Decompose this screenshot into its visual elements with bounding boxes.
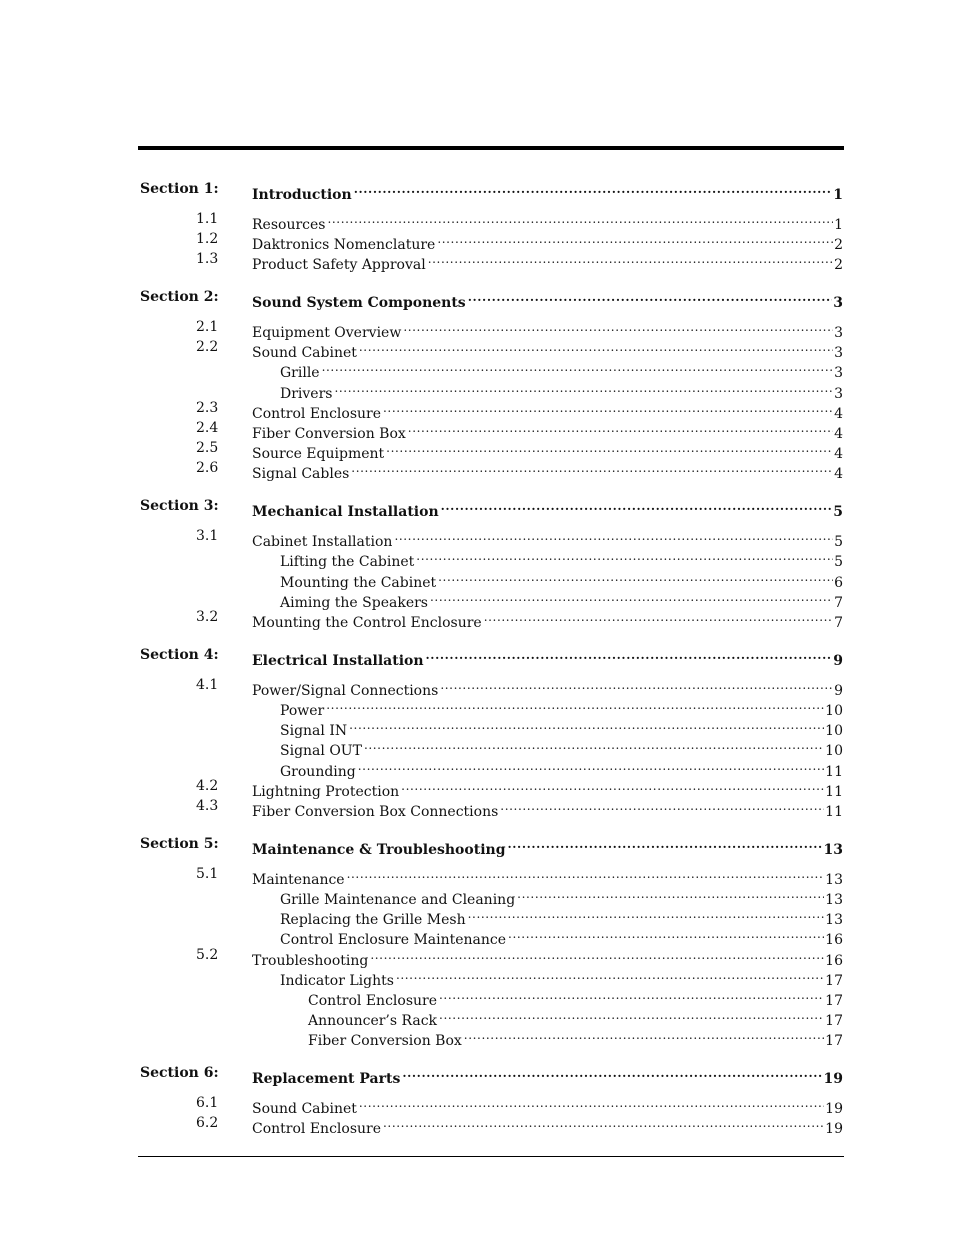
page-number: 17 <box>825 972 843 989</box>
dot-leader <box>358 756 824 776</box>
dot-leader <box>517 884 824 904</box>
toc-section <box>140 287 843 483</box>
entry-number: 3.1 <box>196 528 219 545</box>
toc-entry[interactable] <box>140 985 843 1009</box>
entry-title: Grille <box>280 365 320 382</box>
page-number: 13 <box>825 891 843 908</box>
entry-title: Lifting the Cabinet <box>280 554 415 571</box>
page-number: 4 <box>834 466 843 483</box>
page-number: 11 <box>825 783 843 800</box>
section-title: Electrical Installation <box>252 653 424 670</box>
toc-entry[interactable] <box>140 1113 843 1138</box>
entry-title: Power/Signal Connections <box>252 682 439 699</box>
dot-leader <box>402 1063 822 1083</box>
dot-leader <box>438 567 833 587</box>
toc-entry[interactable] <box>140 756 843 780</box>
toc-entry[interactable] <box>140 965 843 989</box>
section-label: Section 4: <box>140 647 219 664</box>
toc-section-heading[interactable] <box>140 645 843 670</box>
dot-leader <box>364 735 824 755</box>
dot-leader <box>347 864 825 884</box>
toc-entry[interactable] <box>140 695 843 719</box>
dot-leader <box>408 418 833 438</box>
entry-title: Indicator Lights <box>280 972 394 989</box>
toc-section-heading[interactable] <box>140 834 843 859</box>
page-number: 17 <box>825 992 843 1009</box>
toc-entry[interactable] <box>140 458 843 483</box>
toc-entry[interactable] <box>140 735 843 760</box>
dot-leader <box>396 965 824 985</box>
dot-leader <box>440 675 833 695</box>
dot-leader <box>439 985 824 1005</box>
toc-entry[interactable] <box>140 209 843 233</box>
bottom-rule <box>138 1156 844 1157</box>
entry-number: 3.2 <box>196 608 219 625</box>
entry-number: 5.2 <box>196 946 219 963</box>
toc-section-heading[interactable] <box>140 287 843 312</box>
dot-leader <box>468 904 825 924</box>
page-number: 2 <box>834 257 843 274</box>
page-number: 4 <box>834 405 843 422</box>
dot-leader <box>484 607 833 627</box>
entry-title: Signal Cables <box>252 466 350 483</box>
entry-title: Aiming the Speakers <box>280 594 428 611</box>
toc-entry[interactable] <box>140 418 843 442</box>
entry-title: Fiber Conversion Box Connections <box>252 803 499 820</box>
entry-number: 2.3 <box>196 399 219 416</box>
entry-number: 4.2 <box>196 777 219 794</box>
toc-entry[interactable] <box>140 249 843 274</box>
toc-entry[interactable] <box>140 357 843 382</box>
entry-title: Replacing the Grille Mesh <box>280 912 466 929</box>
dot-leader <box>359 1093 824 1113</box>
toc-entry[interactable] <box>140 607 843 631</box>
entry-title: Power <box>280 702 325 719</box>
entry-title: Mounting the Control Enclosure <box>252 614 482 631</box>
toc-entry[interactable] <box>140 715 843 740</box>
entry-title: Lightning Protection <box>252 783 400 800</box>
section-label: Section 6: <box>140 1065 219 1082</box>
entry-title: Grille Maintenance and Cleaning <box>280 891 516 908</box>
page-number: 3 <box>834 324 843 341</box>
dot-leader <box>507 834 822 854</box>
dot-leader <box>508 924 824 944</box>
top-rule <box>138 146 844 150</box>
toc-entry[interactable] <box>140 904 843 929</box>
entry-title: Signal IN <box>280 723 348 740</box>
dot-leader <box>439 1005 824 1025</box>
entry-title: Grounding <box>280 763 356 780</box>
toc-entry[interactable] <box>140 796 843 820</box>
dot-leader <box>386 438 833 458</box>
page-number: 9 <box>833 653 843 670</box>
toc-entry[interactable] <box>140 587 843 611</box>
entry-number: 6.1 <box>196 1095 219 1112</box>
entry-title: Control Enclosure Maintenance <box>280 932 507 949</box>
section-label: Section 1: <box>140 181 219 197</box>
entry-number: 5.1 <box>196 865 219 882</box>
entry-number: 1.3 <box>196 251 219 268</box>
page-number: 10 <box>825 743 843 760</box>
dot-leader <box>426 645 833 665</box>
page-number: 7 <box>834 614 843 631</box>
page-number: 19 <box>825 1121 843 1138</box>
dot-leader <box>326 695 824 715</box>
entry-title: Troubleshooting <box>252 952 369 969</box>
dot-leader <box>437 229 833 249</box>
dot-leader <box>322 357 833 377</box>
toc-entry[interactable] <box>140 924 843 949</box>
page-number: 4 <box>834 425 843 442</box>
entry-number: 4.1 <box>196 676 219 693</box>
section-label: Section 2: <box>140 289 219 306</box>
page-number: 7 <box>834 594 843 611</box>
entry-number: 4.3 <box>196 797 219 814</box>
table-of-contents <box>140 179 843 1152</box>
page-number: 17 <box>825 1033 843 1050</box>
dot-leader <box>441 496 833 516</box>
toc-entry[interactable] <box>140 945 843 969</box>
page-number: 3 <box>834 365 843 382</box>
section-label: Section 3: <box>140 498 219 515</box>
entry-title: Maintenance <box>252 871 345 888</box>
page-number: 6 <box>834 574 843 591</box>
dot-leader <box>468 287 833 307</box>
page-number: 5 <box>834 554 843 571</box>
toc-entry[interactable] <box>140 438 843 463</box>
page-number: 3 <box>834 385 843 402</box>
entry-number: 2.4 <box>196 419 219 436</box>
page-number: 5 <box>834 534 843 551</box>
toc-section <box>140 645 843 820</box>
toc-entry[interactable] <box>140 317 843 341</box>
dot-leader <box>430 587 833 607</box>
page-number: 3 <box>834 345 843 362</box>
entry-title: Control Enclosure <box>252 405 381 422</box>
entry-title: Fiber Conversion Box <box>252 425 406 442</box>
toc-entry[interactable] <box>140 1005 843 1030</box>
entry-title: Announcer’s Rack <box>308 1013 438 1030</box>
toc-section-heading[interactable] <box>140 179 843 203</box>
section-title: Mechanical Installation <box>252 504 439 521</box>
page-number: 19 <box>825 1101 843 1118</box>
dot-leader <box>403 317 833 337</box>
dot-leader <box>349 715 824 735</box>
dot-leader <box>370 945 824 965</box>
entry-number: 1.2 <box>196 230 219 247</box>
page-number: 2 <box>834 236 843 253</box>
page-number: 16 <box>825 932 843 949</box>
toc-entry[interactable] <box>140 776 843 800</box>
entry-title: Resources <box>252 216 326 233</box>
entry-title: Cabinet Installation <box>252 534 393 551</box>
dot-leader <box>500 796 824 816</box>
section-title: Introduction <box>252 187 352 203</box>
dot-leader <box>359 337 833 357</box>
page-number: 3 <box>833 295 843 312</box>
section-title: Sound System Components <box>252 295 466 312</box>
toc-section <box>140 179 843 274</box>
entry-title: Control Enclosure <box>252 1121 381 1138</box>
page-number: 10 <box>825 702 843 719</box>
dot-leader <box>394 526 833 546</box>
entry-number: 6.2 <box>196 1115 219 1132</box>
entry-title: Source Equipment <box>252 446 385 463</box>
dot-leader <box>383 1113 824 1133</box>
toc-entry[interactable] <box>140 546 843 571</box>
dot-leader <box>428 249 833 269</box>
toc-section-heading[interactable] <box>140 1063 843 1088</box>
page-number: 1 <box>834 216 843 233</box>
toc-section-heading[interactable] <box>140 496 843 521</box>
page-number: 4 <box>834 446 843 463</box>
entry-number: 2.6 <box>196 460 219 477</box>
page-number: 17 <box>825 1013 843 1030</box>
section-title: Replacement Parts <box>252 1071 401 1088</box>
toc-entry[interactable] <box>140 229 843 253</box>
entry-title: Equipment Overview <box>252 324 402 341</box>
toc-section <box>140 496 843 631</box>
section-title: Maintenance & Troubleshooting <box>252 842 506 859</box>
dot-leader <box>464 1025 824 1045</box>
toc-entry[interactable] <box>140 1025 843 1050</box>
entry-title: Sound Cabinet <box>252 1101 357 1118</box>
entry-title: Control Enclosure <box>308 992 437 1009</box>
toc-entry[interactable] <box>140 675 843 699</box>
toc-entry[interactable] <box>140 567 843 591</box>
toc-entry[interactable] <box>140 1093 843 1118</box>
entry-title: Drivers <box>280 385 333 402</box>
toc-entry[interactable] <box>140 378 843 402</box>
toc-entry[interactable] <box>140 337 843 362</box>
page-number: 1 <box>833 187 843 203</box>
page-number: 5 <box>833 504 843 521</box>
toc-section <box>140 834 843 1050</box>
toc-entry[interactable] <box>140 398 843 422</box>
dot-leader <box>401 776 824 796</box>
page-number: 13 <box>823 842 843 859</box>
dot-leader <box>351 458 833 478</box>
page-number: 16 <box>825 952 843 969</box>
toc-entry[interactable] <box>140 526 843 551</box>
page-number: 9 <box>834 682 843 699</box>
entry-number: 2.1 <box>196 318 219 335</box>
dot-leader <box>383 398 833 418</box>
entry-title: Fiber Conversion Box <box>308 1033 462 1050</box>
page-number: 13 <box>825 871 843 888</box>
entry-title: Daktronics Nomenclature <box>252 236 436 253</box>
entry-title: Mounting the Cabinet <box>280 574 437 591</box>
page-number: 10 <box>825 723 843 740</box>
dot-leader <box>354 179 833 199</box>
entry-title: Product Safety Approval <box>252 257 426 274</box>
page-number: 19 <box>823 1071 843 1088</box>
entry-number: 2.5 <box>196 440 219 457</box>
entry-title: Sound Cabinet <box>252 345 357 362</box>
entry-title: Signal OUT <box>280 743 362 760</box>
page-number: 11 <box>825 763 843 780</box>
dot-leader <box>416 546 833 566</box>
toc-entry[interactable] <box>140 884 843 908</box>
toc-entry[interactable] <box>140 864 843 888</box>
toc-section <box>140 1063 843 1138</box>
section-label: Section 5: <box>140 836 219 853</box>
dot-leader <box>327 209 833 229</box>
entry-number: 1.1 <box>196 210 219 227</box>
entry-number: 2.2 <box>196 339 219 356</box>
page-number: 11 <box>825 803 843 820</box>
dot-leader <box>334 378 833 398</box>
page-number: 13 <box>825 912 843 929</box>
